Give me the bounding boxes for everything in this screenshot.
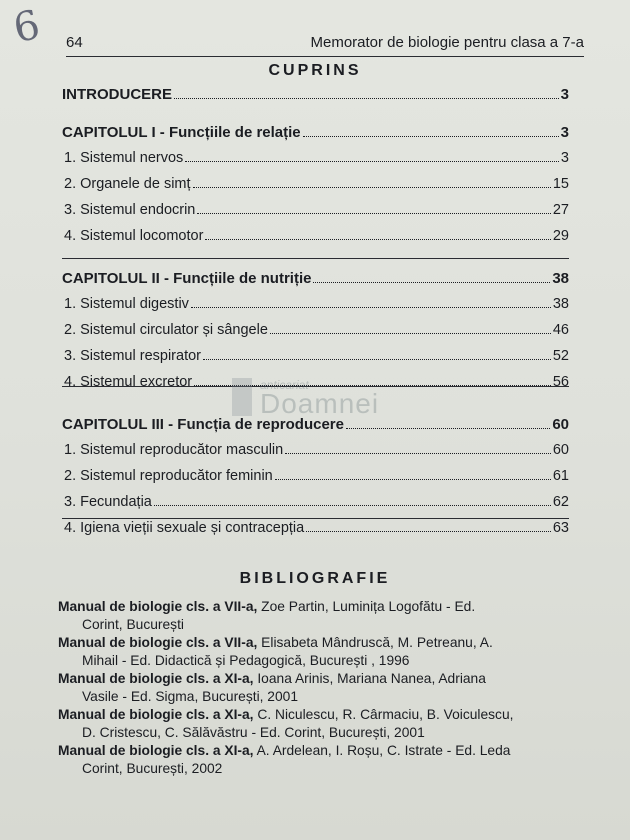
bib-line2: Mihail - Ed. Didactică și Pedagogică, București , 1996: [82, 652, 410, 668]
toc-page: 61: [552, 468, 569, 484]
toc-entry: [62, 202, 569, 228]
toc-entry: [62, 296, 569, 322]
toc-label: 1. Sistemul nervos: [64, 150, 184, 166]
bibliography-list: [58, 598, 572, 778]
bibliography-entry: [58, 742, 572, 777]
toc-page: 3: [560, 124, 569, 141]
toc-entry-introducere: [62, 86, 569, 112]
toc-label: 2. Sistemul reproducător feminin: [64, 468, 273, 484]
toc-leader-dots: [191, 307, 551, 308]
bibliography-entry: [58, 634, 572, 669]
toc-end-divider: [62, 518, 569, 519]
bib-lead: Manual de biologie cls. a XI-a,: [58, 671, 254, 686]
page-number: 64: [66, 34, 83, 51]
toc-entry: [62, 520, 569, 546]
toc-leader-dots: [346, 428, 550, 429]
bibliography-entry: [58, 670, 572, 705]
bib-line2: D. Cristescu, C. Sălăvăstru - Ed. Corint, București, 2001: [82, 724, 425, 740]
toc-page: 29: [552, 228, 569, 244]
toc-label: CAPITOLUL III - Funcția de reproducere: [62, 416, 344, 433]
bib-lead: Manual de biologie cls. a VII-a,: [58, 635, 258, 650]
bib-lead: Manual de biologie cls. a XI-a,: [58, 743, 254, 758]
running-title: Memorator de biologie pentru clasa a 7-a: [310, 34, 584, 51]
toc-page: 3: [560, 86, 569, 103]
toc-leader-dots: [313, 282, 550, 283]
chapter-divider: [62, 258, 569, 259]
handwritten-mark: 6: [9, 1, 44, 53]
bib-lead: Manual de biologie cls. a VII-a,: [58, 599, 258, 614]
watermark-logo-icon: [232, 378, 252, 416]
toc-label: 2. Organele de simț: [64, 176, 191, 192]
bib-line1: Ioana Arinis, Mariana Nanea, Adriana: [253, 671, 486, 686]
toc-entry: [62, 228, 569, 254]
toc-leader-dots: [285, 453, 551, 454]
bib-lead: Manual de biologie cls. a XI-a,: [58, 707, 254, 722]
bibliography-title: BIBLIOGRAFIE: [239, 570, 391, 587]
toc-entry-capitolul-1: [62, 124, 569, 150]
toc-page: 3: [560, 150, 569, 166]
toc-leader-dots: [306, 531, 551, 532]
toc-label: 1. Sistemul digestiv: [64, 296, 189, 312]
bib-line2: Vasile - Ed. Sigma, București, 2001: [82, 688, 299, 704]
toc-label: 2. Sistemul circulator și sângele: [64, 322, 268, 338]
toc-label: 4. Igiena vieții sexuale și contracepția: [64, 520, 305, 536]
toc-page: 46: [552, 322, 569, 338]
toc-label: 4. Sistemul excretor: [64, 374, 193, 390]
toc-page: 60: [552, 442, 569, 458]
toc-label: 3. Sistemul respirator: [64, 348, 201, 364]
toc-page: 60: [552, 416, 569, 433]
toc-page: 27: [552, 202, 569, 218]
toc-entry: [62, 494, 569, 520]
bibliography-entry: [58, 598, 572, 633]
toc-page: 56: [552, 374, 569, 390]
watermark-big-text: Doamnei: [260, 388, 380, 419]
toc-label: CAPITOLUL I - Funcțiile de relație: [62, 124, 301, 141]
table-of-contents: [62, 86, 569, 546]
toc-page: 52: [552, 348, 569, 364]
toc-entry: [62, 322, 569, 348]
bib-line1: A. Ardelean, I. Roșu, C. Istrate - Ed. Leda: [253, 743, 511, 758]
toc-label: INTRODUCERE: [62, 86, 173, 103]
page-header: [66, 34, 584, 57]
toc-page: 38: [552, 296, 569, 312]
toc-leader-dots: [193, 187, 551, 188]
toc-page: 62: [552, 494, 569, 510]
toc-leader-dots: [270, 333, 551, 334]
toc-leader-dots: [185, 161, 559, 162]
toc-leader-dots: [197, 213, 550, 214]
toc-leader-dots: [205, 239, 550, 240]
toc-label: 3. Sistemul endocrin: [64, 202, 196, 218]
watermark: [232, 378, 392, 422]
toc-page: 15: [552, 176, 569, 192]
bib-line1: Zoe Partin, Luminița Logofătu - Ed.: [257, 599, 476, 614]
toc-label: 1. Sistemul reproducător masculin: [64, 442, 284, 458]
bib-line1: C. Niculescu, R. Cârmaciu, B. Voiculescu,: [253, 707, 514, 722]
watermark-small-text: anticariat: [260, 378, 309, 392]
toc-leader-dots: [303, 136, 559, 137]
toc-entry-capitolul-2: [62, 270, 569, 296]
toc-page: 63: [552, 520, 569, 536]
toc-leader-dots: [275, 479, 551, 480]
toc-leader-dots: [203, 359, 551, 360]
toc-label: 4. Sistemul locomotor: [64, 228, 204, 244]
toc-title: CUPRINS: [268, 62, 362, 79]
toc-label: CAPITOLUL II - Funcțiile de nutriție: [62, 270, 312, 287]
toc-entry: [62, 150, 569, 176]
toc-leader-dots: [154, 505, 551, 506]
toc-entry: [62, 468, 569, 494]
toc-leader-dots: [174, 98, 559, 99]
toc-page: 38: [552, 270, 569, 287]
toc-entry: [62, 176, 569, 202]
bib-line1: Elisabeta Mândruscă, M. Petreanu, A.: [257, 635, 493, 650]
bib-line2: Corint, București, 2002: [82, 760, 223, 776]
toc-entry: [62, 348, 569, 374]
toc-entry: [62, 442, 569, 468]
toc-label: 3. Fecundația: [64, 494, 152, 510]
bibliography-entry: [58, 706, 572, 741]
bib-line2: Corint, București: [82, 616, 184, 632]
